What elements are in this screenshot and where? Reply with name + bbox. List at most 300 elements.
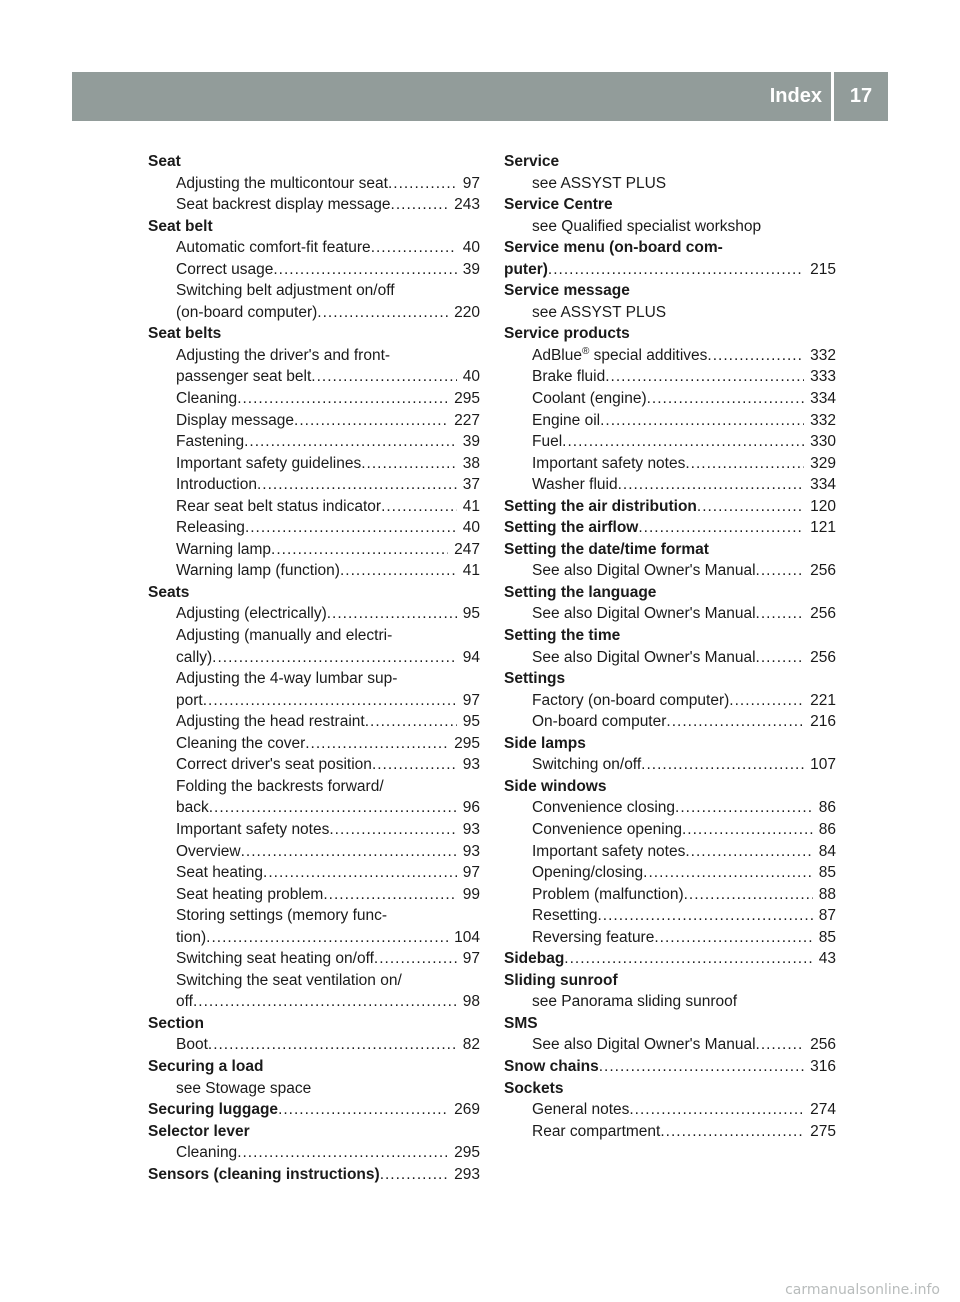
watermark: carmanualsonline.info — [785, 1282, 940, 1298]
index-heading — [148, 1164, 480, 1186]
entry-text: Correct usage — [176, 260, 274, 278]
page-ref[interactable]: 93 — [462, 756, 480, 774]
entry-text: See also Digital Owner's Manual — [532, 1036, 756, 1054]
entry-text: Factory (on-board computer) — [532, 691, 730, 709]
entry-text: Storing settings (memory func- — [176, 907, 388, 925]
entry-text: Rear compartment — [532, 1122, 661, 1140]
index-heading — [504, 668, 836, 690]
entry-text: Seat heating — [176, 864, 264, 882]
entry-text: Setting the air distribution — [504, 497, 697, 515]
page-number: 17 — [849, 85, 873, 107]
entry-text: Convenience opening — [532, 820, 682, 838]
leader-dots — [756, 603, 805, 625]
index-subentry — [504, 1099, 836, 1121]
page-ref[interactable]: 87 — [818, 907, 836, 925]
entry-text: cally) — [176, 648, 213, 666]
leader-dots — [329, 819, 456, 841]
page-ref[interactable]: 256 — [810, 562, 836, 580]
entry-text: Switching belt adjustment on/off — [176, 282, 395, 300]
entry-text: Overview — [176, 842, 241, 860]
page-ref[interactable]: 94 — [462, 648, 480, 666]
entry-text: Seat backrest display message — [176, 196, 391, 214]
entry-text: Adjusting the multicontour seat — [176, 174, 388, 192]
entry-text: Important safety guidelines — [176, 454, 362, 472]
entry-text: Service message — [504, 282, 630, 300]
index-subentry — [148, 668, 480, 690]
entry-text: port — [176, 691, 203, 709]
index-subentry — [148, 991, 480, 1013]
leader-dots — [311, 366, 456, 388]
index-subentry — [504, 884, 836, 906]
page-ref[interactable]: 97 — [462, 174, 480, 192]
entry-text: Rear seat belt status indicator — [176, 497, 382, 515]
leader-dots — [245, 517, 457, 539]
page-ref[interactable]: 269 — [454, 1101, 480, 1119]
entry-text: Switching seat heating on/off — [176, 950, 374, 968]
page-ref[interactable]: 243 — [454, 196, 480, 214]
entry-text: tion) — [176, 928, 207, 946]
index-heading — [148, 151, 480, 173]
entry-text: Snow chains — [504, 1057, 599, 1075]
entry-text: Service Centre — [504, 196, 613, 214]
leader-dots — [756, 1034, 805, 1056]
entry-text: AdBlue® special additives — [532, 345, 708, 364]
entry-text: Resetting — [532, 907, 598, 925]
entry-text: Setting the date/time format — [504, 540, 709, 558]
entry-text: see Stowage space — [176, 1079, 312, 1097]
index-heading — [148, 582, 480, 604]
leader-dots — [380, 1164, 448, 1186]
index-heading — [504, 280, 836, 302]
entry-text: On-board computer — [532, 713, 667, 731]
index-column-left — [148, 151, 480, 1185]
leader-dots — [193, 991, 457, 1013]
index-subentry — [148, 797, 480, 819]
page-ref[interactable]: 220 — [454, 303, 480, 321]
leader-dots — [729, 690, 804, 712]
leader-dots — [263, 862, 457, 884]
entry-text: puter) — [504, 260, 548, 278]
index-subentry — [148, 1034, 480, 1056]
page-ref[interactable]: 97 — [462, 864, 480, 882]
leader-dots — [208, 1034, 457, 1056]
index-subentry — [504, 453, 836, 475]
index-subentry — [148, 1078, 480, 1100]
index-subentry — [148, 970, 480, 992]
index-heading — [504, 539, 836, 561]
leader-dots — [294, 410, 448, 432]
page-ref[interactable]: 334 — [810, 390, 836, 408]
index-heading — [504, 237, 836, 259]
leader-dots — [381, 496, 457, 518]
entry-text: Sidebag — [504, 950, 565, 968]
page-ref[interactable]: 97 — [462, 950, 480, 968]
entry-text: off — [176, 993, 193, 1011]
page-ref[interactable]: 85 — [818, 864, 836, 882]
leader-dots — [374, 948, 457, 970]
index-heading — [148, 1056, 480, 1078]
index-subentry — [148, 927, 480, 949]
page-ref[interactable]: 86 — [818, 799, 836, 817]
page-ref[interactable]: 96 — [462, 799, 480, 817]
page-ref[interactable]: 41 — [462, 562, 480, 580]
entry-text: see ASSYST PLUS — [532, 303, 667, 321]
leader-dots — [237, 388, 448, 410]
page-ref[interactable]: 43 — [818, 950, 836, 968]
entry-text: Sliding sunroof — [504, 971, 618, 989]
leader-dots — [618, 474, 805, 496]
index-heading — [504, 970, 836, 992]
page-ref[interactable]: 275 — [810, 1122, 836, 1140]
entry-text: Brake fluid — [532, 368, 606, 386]
entry-text: Opening/closing — [532, 864, 644, 882]
index-subentry — [148, 388, 480, 410]
entry-text: Seats — [148, 583, 190, 601]
index-subentry — [504, 690, 836, 712]
leader-dots — [599, 1056, 804, 1078]
index-heading — [504, 1078, 836, 1100]
index-subentry — [148, 410, 480, 432]
index-heading — [148, 323, 480, 345]
index-subentry — [148, 690, 480, 712]
entry-text: Setting the airflow — [504, 519, 639, 537]
index-subentry — [148, 194, 480, 216]
leader-dots — [597, 905, 812, 927]
page-ref[interactable]: 95 — [462, 713, 480, 731]
index-subentry — [148, 754, 480, 776]
leader-dots — [209, 797, 457, 819]
page-ref[interactable]: 215 — [810, 260, 836, 278]
entry-text: Securing a load — [148, 1057, 264, 1075]
entry-text: Adjusting the driver's and front- — [176, 346, 391, 364]
index-subentry — [504, 647, 836, 669]
entry-text: Correct driver's seat position — [176, 756, 372, 774]
entry-text: Display message — [176, 411, 295, 429]
index-subentry — [148, 345, 480, 367]
entry-text: Section — [148, 1014, 204, 1032]
entry-text: Setting the language — [504, 583, 657, 601]
page-ref[interactable]: 37 — [462, 476, 480, 494]
index-subentry — [504, 302, 836, 324]
index-subentry — [148, 173, 480, 195]
index-heading — [148, 216, 480, 238]
entry-text: Adjusting (manually and electri- — [176, 627, 393, 645]
entry-text: Automatic comfort-fit feature — [176, 239, 371, 257]
entry-text: Seat belts — [148, 325, 222, 343]
entry-text: Introduction — [176, 476, 257, 494]
entry-text: Service products — [504, 325, 630, 343]
leader-dots — [203, 690, 457, 712]
index-subentry — [504, 474, 836, 496]
entry-text: Seat belt — [148, 217, 213, 235]
page-ref[interactable]: 104 — [454, 928, 480, 946]
index-subentry — [504, 797, 836, 819]
entry-text: see ASSYST PLUS — [532, 174, 667, 192]
leader-dots — [638, 517, 804, 539]
leader-dots — [340, 560, 457, 582]
index-heading — [504, 1056, 836, 1078]
entry-text: Seat heating problem — [176, 885, 324, 903]
entry-text: Problem (malfunction) — [532, 885, 684, 903]
leader-dots — [212, 647, 457, 669]
entry-text: Service — [504, 153, 560, 170]
index-subentry — [504, 431, 836, 453]
page-ref[interactable]: 329 — [810, 454, 836, 472]
page-ref[interactable]: 39 — [462, 260, 480, 278]
index-subentry — [504, 1121, 836, 1143]
leader-dots — [697, 496, 804, 518]
page-ref[interactable]: 107 — [810, 756, 836, 774]
index-subentry — [504, 905, 836, 927]
index-subentry — [148, 474, 480, 496]
leader-dots — [756, 560, 805, 582]
page-ref[interactable]: 316 — [810, 1057, 836, 1075]
entry-text: Cleaning — [176, 1144, 238, 1162]
leader-dots — [629, 1099, 804, 1121]
entry-text: Washer fluid — [532, 476, 618, 494]
entry-text: see Panorama sliding sunroof — [532, 993, 738, 1011]
page-header — [72, 72, 888, 121]
index-subentry — [148, 603, 480, 625]
leader-dots — [685, 841, 812, 863]
leader-dots — [564, 948, 812, 970]
entry-text: Securing luggage — [148, 1101, 279, 1119]
page-ref[interactable]: 247 — [454, 540, 480, 558]
page-ref[interactable]: 293 — [454, 1165, 480, 1183]
leader-dots — [391, 194, 449, 216]
page-ref[interactable]: 334 — [810, 476, 836, 494]
index-heading — [504, 259, 836, 281]
entry-text: Warning lamp — [176, 540, 272, 558]
entry-text: passenger seat belt — [176, 368, 312, 386]
page-ref[interactable]: 295 — [454, 1144, 480, 1162]
index-heading — [504, 323, 836, 345]
leader-dots — [365, 711, 457, 733]
index-subentry — [148, 302, 480, 324]
index-subentry — [148, 647, 480, 669]
index-subentry — [148, 819, 480, 841]
index-subentry — [148, 711, 480, 733]
leader-dots — [273, 259, 456, 281]
page-ref[interactable]: 256 — [810, 1036, 836, 1054]
entry-text: See also Digital Owner's Manual — [532, 562, 756, 580]
leader-dots — [361, 453, 457, 475]
index-heading — [504, 496, 836, 518]
page-ref[interactable]: 216 — [810, 713, 836, 731]
index-subentry — [504, 927, 836, 949]
page-ref[interactable]: 85 — [818, 928, 836, 946]
page-ref[interactable]: 332 — [810, 346, 836, 364]
index-subentry — [148, 280, 480, 302]
entry-text: Sockets — [504, 1079, 564, 1097]
leader-dots — [600, 410, 804, 432]
page-ref[interactable]: 98 — [462, 993, 480, 1011]
index-subentry — [504, 754, 836, 776]
page-ref[interactable]: 295 — [454, 390, 480, 408]
page-ref[interactable]: 121 — [810, 519, 836, 537]
page-ref[interactable]: 40 — [462, 368, 480, 386]
leader-dots — [327, 603, 457, 625]
leader-dots — [305, 733, 448, 755]
entry-text: Coolant (engine) — [532, 390, 647, 408]
index-subentry — [504, 345, 836, 367]
leader-dots — [660, 1121, 804, 1143]
leader-dots — [605, 366, 804, 388]
index-subentry — [148, 884, 480, 906]
entry-text: Cleaning — [176, 390, 238, 408]
index-subentry — [504, 819, 836, 841]
entry-text: Settings — [504, 670, 566, 688]
page-ref[interactable]: 120 — [810, 497, 836, 515]
section-title: Index — [769, 85, 822, 107]
entry-text: Adjusting the head restraint — [176, 713, 365, 731]
index-heading — [504, 151, 836, 173]
page-ref[interactable]: 256 — [810, 648, 836, 666]
index-subentry — [504, 216, 836, 238]
entry-text: Service menu (on-board com- — [504, 239, 723, 257]
entry-text: Cleaning the cover — [176, 734, 306, 752]
index-subentry — [504, 173, 836, 195]
index-heading — [148, 1013, 480, 1035]
index-subentry — [148, 366, 480, 388]
page-ref[interactable]: 274 — [810, 1101, 836, 1119]
leader-dots — [257, 474, 457, 496]
entry-text: Important safety notes — [176, 820, 330, 838]
leader-dots — [206, 927, 448, 949]
index-heading — [504, 194, 836, 216]
index-subentry — [504, 711, 836, 733]
leader-dots — [756, 647, 805, 669]
index-subentry — [504, 388, 836, 410]
leader-dots — [323, 884, 456, 906]
leader-dots — [241, 841, 457, 863]
entry-text: back — [176, 799, 209, 817]
page-ref[interactable]: 38 — [462, 454, 480, 472]
page-ref[interactable]: 295 — [454, 734, 480, 752]
index-heading — [504, 733, 836, 755]
entry-text: see Qualified specialist workshop — [532, 217, 762, 235]
page-ref[interactable]: 40 — [462, 239, 480, 257]
entry-text: Fastening — [176, 433, 245, 451]
index-subentry — [148, 259, 480, 281]
index-subentry — [148, 539, 480, 561]
leader-dots — [244, 431, 457, 453]
entry-text: Releasing — [176, 519, 245, 537]
index-subentry — [148, 431, 480, 453]
page-ref[interactable]: 93 — [462, 842, 480, 860]
entry-text: SMS — [504, 1014, 538, 1032]
page-ref[interactable]: 221 — [810, 691, 836, 709]
index-subentry — [504, 862, 836, 884]
page-ref[interactable]: 39 — [462, 433, 480, 451]
page-ref[interactable]: 256 — [810, 605, 836, 623]
entry-text: Important safety notes — [532, 454, 686, 472]
index-subentry — [504, 991, 836, 1013]
index-column-right — [504, 151, 836, 1142]
page-ref[interactable]: 227 — [454, 411, 480, 429]
entry-text: Convenience closing — [532, 799, 676, 817]
index-heading — [148, 1121, 480, 1143]
index-subentry — [148, 496, 480, 518]
entry-text: Switching on/off — [532, 756, 642, 774]
leader-dots — [641, 754, 804, 776]
entry-text: Selector lever — [148, 1122, 250, 1140]
leader-dots — [271, 539, 448, 561]
index-heading — [504, 625, 836, 647]
leader-dots — [278, 1099, 448, 1121]
page-ref[interactable]: 333 — [810, 368, 836, 386]
page-ref[interactable]: 95 — [462, 605, 480, 623]
entry-text: Side lamps — [504, 734, 586, 752]
index-subentry — [148, 453, 480, 475]
leader-dots — [666, 711, 804, 733]
page-ref[interactable]: 84 — [818, 842, 836, 860]
entry-text: Seat — [148, 153, 181, 170]
leader-dots — [388, 173, 457, 195]
entry-text: Switching the seat ventilation on/ — [176, 971, 402, 989]
index-heading — [504, 776, 836, 798]
entry-text: (on-board computer) — [176, 303, 318, 321]
page-ref[interactable]: 93 — [462, 820, 480, 838]
page-ref[interactable]: 40 — [462, 519, 480, 537]
index-subentry — [504, 1034, 836, 1056]
entry-text: See also Digital Owner's Manual — [532, 648, 756, 666]
entry-text: Important safety notes — [532, 842, 686, 860]
index-heading — [504, 948, 836, 970]
leader-dots — [371, 237, 457, 259]
index-heading — [504, 582, 836, 604]
index-subentry — [148, 237, 480, 259]
leader-dots — [707, 345, 804, 367]
entry-text: Sensors (cleaning instructions) — [148, 1165, 380, 1183]
entry-text: Warning lamp (function) — [176, 562, 340, 580]
index-subentry — [148, 625, 480, 647]
entry-text: Boot — [176, 1036, 208, 1054]
index-subentry — [148, 776, 480, 798]
registered-mark: ® — [581, 345, 590, 357]
page-ref[interactable]: 41 — [462, 497, 480, 515]
index-heading — [504, 1013, 836, 1035]
page-ref[interactable]: 86 — [818, 820, 836, 838]
page-ref[interactable]: 88 — [818, 885, 836, 903]
index-heading — [504, 517, 836, 539]
index-subentry — [148, 905, 480, 927]
leader-dots — [372, 754, 457, 776]
index-subentry — [504, 410, 836, 432]
leader-dots — [237, 1142, 448, 1164]
entry-text: Setting the time — [504, 627, 621, 645]
page-ref[interactable]: 330 — [810, 433, 836, 451]
page-ref[interactable]: 82 — [462, 1036, 480, 1054]
page-ref[interactable]: 99 — [462, 885, 480, 903]
leader-dots — [685, 453, 804, 475]
index-subentry — [148, 862, 480, 884]
index-subentry — [148, 948, 480, 970]
page-ref[interactable]: 332 — [810, 411, 836, 429]
index-subentry — [504, 841, 836, 863]
entry-text: Adjusting (electrically) — [176, 605, 327, 623]
leader-dots — [684, 884, 813, 906]
entry-text: See also Digital Owner's Manual — [532, 605, 756, 623]
index-subentry — [148, 841, 480, 863]
page-ref[interactable]: 97 — [462, 691, 480, 709]
index-subentry — [148, 1142, 480, 1164]
entry-text: Adjusting the 4-way lumbar sup- — [176, 670, 398, 688]
leader-dots — [675, 797, 813, 819]
entry-text: Engine oil — [532, 411, 601, 429]
leader-dots — [562, 431, 804, 453]
index-subentry — [504, 366, 836, 388]
